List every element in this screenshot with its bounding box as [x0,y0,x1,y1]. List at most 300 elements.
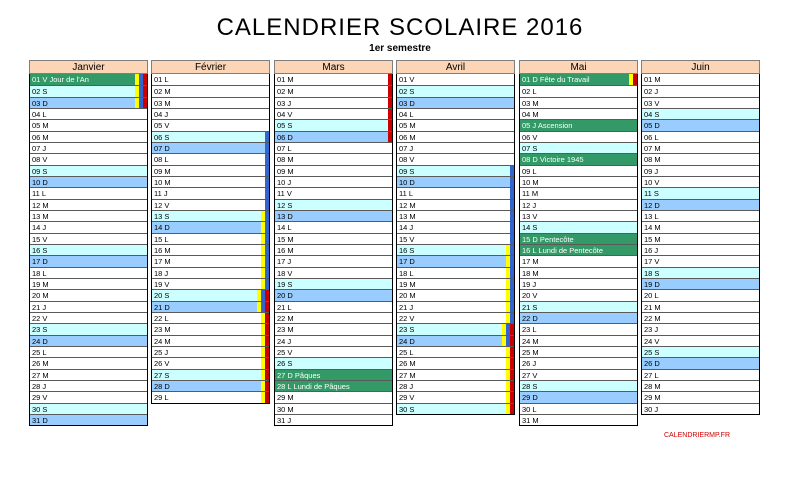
day-label: 17 M [522,257,539,267]
school-holiday-zone-marker [143,74,147,85]
school-holiday-zone-marker [143,86,147,96]
day-row [642,403,759,414]
day-label: 28 J [32,381,47,391]
day-label: 20 D [277,291,293,301]
day-row [30,301,147,312]
day-label: 19 M [32,279,49,289]
day-row [520,142,637,153]
day-row [397,85,514,96]
day-row [275,119,392,130]
day-row [152,391,269,402]
day-label: 26 J [522,359,537,369]
day-label: 24 J [277,336,292,346]
school-holiday-zone-marker [510,245,514,255]
day-label: 17 D [399,257,415,267]
day-label: 01 M [644,75,661,84]
school-holiday-zone-marker [265,324,269,334]
school-holiday-zone-marker [265,279,269,289]
school-holiday-zone-marker [510,404,514,414]
day-label: 12 D [644,200,660,210]
day-row [520,255,637,266]
day-row [275,210,392,221]
day-label: 22 M [277,313,294,323]
day-row [520,267,637,278]
day-row [397,97,514,108]
school-holiday-zone-marker [265,200,269,210]
day-row [30,221,147,232]
day-row [397,357,514,368]
day-label: 07 J [399,143,414,153]
day-row [520,301,637,312]
school-holiday-zone-marker [510,381,514,391]
day-label: 04 V [277,109,293,119]
day-label: 26 D [644,359,660,369]
day-label: 27 D Pâques [277,370,321,380]
day-row [520,369,637,380]
day-row [642,380,759,391]
day-label: 26 V [154,359,170,369]
day-row [30,199,147,210]
day-row [397,199,514,210]
day-label: 03 V [644,98,660,108]
day-label: 19 S [277,279,293,289]
day-row [397,278,514,289]
day-row [642,369,759,380]
day-label: 03 D [32,98,48,108]
day-label: 12 J [522,200,537,210]
day-label: 10 J [277,177,292,187]
school-holiday-zone-marker [510,268,514,278]
day-label: 30 S [32,404,48,414]
day-label: 10 D [32,177,48,187]
day-row [397,323,514,334]
day-label: 30 J [644,404,659,414]
day-list [151,74,270,404]
day-label: 05 M [399,121,416,131]
day-label: 28 D [154,381,170,391]
day-label: 01 D Fête du Travail [522,75,590,84]
school-holiday-zone-marker [510,188,514,198]
day-row [397,244,514,255]
day-row [642,301,759,312]
month-header: Mars [274,60,393,74]
day-row [520,403,637,414]
day-label: 04 J [154,109,169,119]
day-row [275,74,392,85]
day-label: 03 J [277,98,292,108]
day-label: 18 S [644,268,660,278]
day-label: 04 M [522,109,539,119]
day-label: 11 J [154,189,168,199]
day-row [642,233,759,244]
day-label: 09 S [399,166,415,176]
day-row [642,267,759,278]
day-row [30,267,147,278]
day-row [152,312,269,323]
day-label: 21 S [522,302,538,312]
day-label: 04 S [644,109,660,119]
day-row [275,199,392,210]
school-holiday-zone-marker [388,120,392,130]
day-label: 29 L [154,393,169,403]
day-row [397,369,514,380]
day-row [520,414,637,425]
day-label: 11 S [644,189,659,199]
day-row [275,142,392,153]
day-row [397,346,514,357]
day-list [396,74,515,415]
day-label: 10 D [399,177,415,187]
day-label: 15 D Pentecôte [522,234,574,244]
day-label: 08 M [644,155,661,165]
day-label: 07 M [644,143,661,153]
day-row [30,85,147,96]
day-row [642,221,759,232]
day-row [397,335,514,346]
day-row [642,119,759,130]
day-row [520,323,637,334]
day-row [275,153,392,164]
day-row [275,108,392,119]
day-label: 28 M [644,381,661,391]
day-label: 01 V Jour de l'An [32,75,89,84]
day-row [30,278,147,289]
day-label: 18 J [154,268,169,278]
school-holiday-zone-marker [265,347,269,357]
day-row [275,312,392,323]
school-holiday-zone-marker [265,222,269,232]
day-label: 29 V [32,393,48,403]
day-row [30,210,147,221]
school-holiday-zone-marker [510,324,514,334]
day-label: 01 L [154,75,169,84]
day-label: 07 J [32,143,47,153]
day-label: 30 S [399,404,415,414]
day-row [397,221,514,232]
day-row [520,97,637,108]
day-label: 18 V [277,268,293,278]
day-row [642,153,759,164]
day-row [520,221,637,232]
day-row [30,391,147,402]
day-row [642,391,759,402]
day-label: 08 L [154,155,169,165]
day-row [275,414,392,425]
day-label: 23 M [154,325,171,335]
day-row [520,165,637,176]
day-row [275,335,392,346]
day-row [30,357,147,368]
day-label: 17 M [154,257,171,267]
school-holiday-zone-marker [265,268,269,278]
day-label: 10 V [644,177,660,187]
day-label: 06 S [154,132,170,142]
day-label: 26 M [32,359,49,369]
day-row [275,176,392,187]
day-row [152,369,269,380]
day-row [152,346,269,357]
day-label: 01 M [277,75,294,84]
day-label: 27 L [644,370,659,380]
day-label: 05 M [32,121,49,131]
day-label: 30 M [277,404,294,414]
day-row [642,131,759,142]
school-holiday-zone-marker [510,370,514,380]
day-row [152,97,269,108]
month-header: Mai [519,60,638,74]
day-row [30,187,147,198]
day-label: 03 D [399,98,415,108]
day-label: 19 D [644,279,660,289]
school-holiday-zone-marker [265,245,269,255]
day-row [152,267,269,278]
day-row [520,210,637,221]
school-holiday-zone-marker [510,336,514,346]
day-row [152,119,269,130]
day-row [642,357,759,368]
day-row [520,312,637,323]
day-label: 16 M [277,245,294,255]
day-label: 20 V [522,291,538,301]
day-label: 30 L [522,404,537,414]
day-label: 02 J [644,87,659,97]
month-header: Janvier [29,60,148,74]
day-label: 15 M [277,234,294,244]
day-row [275,289,392,300]
day-row [275,301,392,312]
day-label: 14 S [522,223,538,233]
day-row [152,176,269,187]
day-label: 02 S [32,87,48,97]
day-row [397,119,514,130]
day-label: 09 J [644,166,659,176]
day-label: 26 M [399,359,416,369]
day-label: 20 L [644,291,659,301]
school-holiday-zone-marker [265,132,269,142]
school-holiday-zone-marker [265,166,269,176]
school-holiday-zone-marker [510,347,514,357]
day-row [520,176,637,187]
day-label: 05 S [277,121,293,131]
day-row [642,74,759,85]
day-label: 03 M [154,98,171,108]
day-label: 03 M [522,98,539,108]
day-label: 13 L [644,211,659,221]
day-label: 29 M [644,393,661,403]
day-row [152,289,269,300]
day-row [275,391,392,402]
day-label: 15 V [32,234,48,244]
day-row [275,165,392,176]
school-holiday-zone-marker [510,166,514,176]
month-column-mai [519,60,638,426]
day-row [642,335,759,346]
day-label: 07 L [277,143,292,153]
day-label: 15 L [154,234,169,244]
day-row [520,85,637,96]
month-column-fevrier [151,60,270,404]
day-row [275,403,392,414]
day-label: 26 S [277,359,293,369]
school-holiday-zone-marker [265,211,269,221]
day-label: 29 V [399,393,415,403]
day-row [30,346,147,357]
day-row [642,108,759,119]
school-holiday-zone-marker [510,392,514,402]
day-label: 22 M [644,313,661,323]
day-list [274,74,393,426]
day-row [642,85,759,96]
day-row [520,380,637,391]
day-row [30,255,147,266]
day-label: 09 L [522,166,537,176]
day-label: 20 M [32,291,49,301]
day-row [642,346,759,357]
day-row [642,142,759,153]
day-label: 31 M [522,415,539,425]
school-holiday-zone-marker [265,256,269,266]
day-label: 22 L [154,313,169,323]
day-row [642,312,759,323]
day-label: 18 L [32,268,47,278]
day-label: 06 V [522,132,538,142]
day-label: 23 L [522,325,537,335]
day-row [30,233,147,244]
day-label: 09 S [32,166,48,176]
day-label: 24 V [644,336,660,346]
day-label: 21 J [399,302,414,312]
day-label: 10 M [154,177,171,187]
day-row [30,403,147,414]
day-label: 06 M [32,132,49,142]
day-row [275,85,392,96]
day-label: 06 D [277,132,293,142]
day-label: 25 M [522,347,539,357]
day-row [30,119,147,130]
day-row [520,131,637,142]
school-holiday-zone-marker [265,143,269,153]
day-label: 04 L [32,109,47,119]
day-label: 21 J [32,302,47,312]
school-holiday-zone-marker [265,188,269,198]
school-holiday-zone-marker [510,290,514,300]
day-row [152,142,269,153]
day-row [152,357,269,368]
day-row [397,267,514,278]
day-label: 01 V [399,75,415,84]
day-label: 17 D [32,257,48,267]
day-row [520,199,637,210]
day-label: 07 S [522,143,538,153]
day-label: 23 S [32,325,48,335]
day-row [275,97,392,108]
day-list [29,74,148,426]
school-holiday-zone-marker [265,381,269,391]
day-label: 17 J [277,257,292,267]
day-row [642,255,759,266]
day-row [275,233,392,244]
day-label: 16 M [154,245,171,255]
day-label: 25 V [277,347,293,357]
day-label: 16 S [32,245,48,255]
day-row [30,142,147,153]
day-row [642,244,759,255]
day-label: 25 L [399,347,414,357]
day-label: 16 J [644,245,659,255]
day-row [520,391,637,402]
day-row [30,380,147,391]
day-row [30,97,147,108]
calendar-title: CALENDRIER SCOLAIRE 2016 [216,14,584,41]
day-label: 10 M [522,177,539,187]
school-holiday-zone-marker [265,336,269,346]
school-holiday-zone-marker [388,86,392,96]
holiday-day-row [30,74,147,85]
day-row [397,391,514,402]
day-row [520,108,637,119]
day-label: 05 V [154,121,170,131]
day-label: 14 D [154,223,170,233]
day-row [397,380,514,391]
school-holiday-zone-marker [388,132,392,142]
day-row [397,187,514,198]
day-label: 08 M [277,155,294,165]
day-row [397,142,514,153]
day-row [520,289,637,300]
day-label: 13 S [154,211,170,221]
day-label: 08 V [32,155,48,165]
day-label: 27 M [399,370,416,380]
day-row [642,176,759,187]
day-row [520,187,637,198]
day-row [397,233,514,244]
day-label: 23 S [399,325,415,335]
school-holiday-zone-marker [510,234,514,244]
day-row [30,414,147,425]
day-row [30,244,147,255]
day-label: 14 J [32,223,47,233]
day-row [30,369,147,380]
day-label: 13 M [399,211,416,221]
day-list [641,74,760,415]
day-label: 27 S [154,370,170,380]
day-label: 21 M [644,302,661,312]
day-label: 06 L [644,132,659,142]
day-row [152,199,269,210]
day-row [397,176,514,187]
day-label: 08 D Victoire 1945 [522,155,584,165]
day-label: 13 M [32,211,49,221]
school-holiday-zone-marker [510,358,514,368]
day-label: 12 S [277,200,293,210]
day-row [397,153,514,164]
school-holiday-zone-marker [265,290,269,300]
school-holiday-zone-marker [265,234,269,244]
school-holiday-zone-marker [265,313,269,323]
day-row [152,187,269,198]
semester-subtitle: 1er semestre [369,43,431,54]
day-row [152,244,269,255]
day-row [152,380,269,391]
day-row [275,131,392,142]
month-header: Avril [396,60,515,74]
day-label: 19 M [399,279,416,289]
day-label: 27 M [32,370,49,380]
day-label: 23 M [277,325,294,335]
day-label: 22 D [522,313,538,323]
day-row [397,255,514,266]
day-label: 15 V [399,234,415,244]
